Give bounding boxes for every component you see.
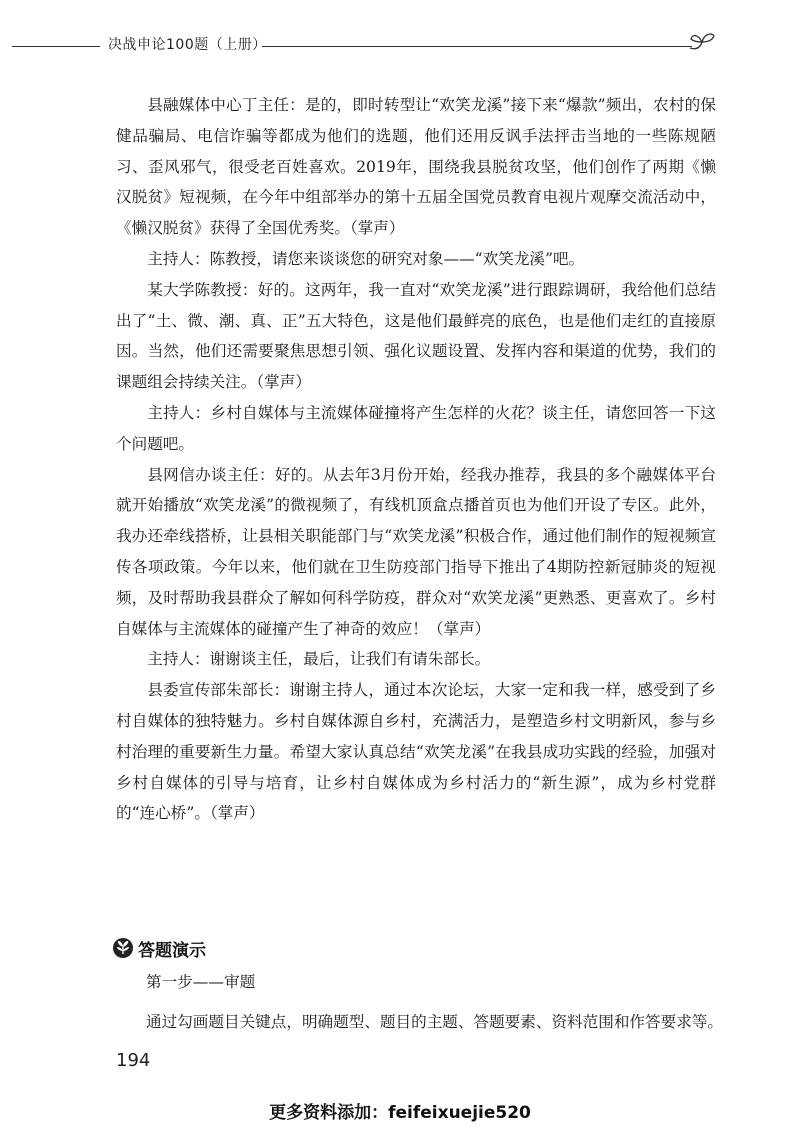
book-title: 决战申论100题（上册） (108, 37, 267, 53)
paragraph: 主持人：谢谢谈主任，最后，让我们有请朱部长。 (147, 650, 491, 669)
paragraph: 县融媒体中心丁主任：是的，即时转型让“欢笑龙溪”接下来“爆款”频出，农村的保健品骗局、电信诈骗等都成为他们的选题，他们还用反讽手法抨击当地的一些陈规陋习、歪风邪气，很受老百姓喜欢。2019年，围绕我县脱贫攻坚，他们创作了两期《懒汉脱贫》短视频，在今年中组部举办的第十五届全国党员教育电视片观摩交流活动中，《懒汉脱贫》获得了全国优秀奖。（掌声） (116, 96, 716, 238)
step-description: 通过勾画题目关键点，明确题型、题目的主题、答题要素、资料范围和作答要求等。 (146, 1013, 723, 1031)
page-number: 194 (116, 1050, 151, 1071)
section-title: 答题演示 (138, 940, 206, 961)
paragraph: 主持人：乡村自媒体与主流媒体碰撞将产生怎样的火花？谈主任，请您回答一下这个问题吧。 (116, 403, 716, 453)
paragraph: 某大学陈教授：好的。这两年，我一直对“欢笑龙溪”进行跟踪调研，我给他们总结出了“土、微、潮、真、正”五大特色，这是他们最鲜亮的底色，也是他们走红的直接原因。当然，他们还需要聚焦思想引领、强化议题设置、发挥内容和渠道的优势，我们的课题组会持续关注。（掌声） (116, 280, 716, 392)
paragraph: 县网信办谈主任：好的。从去年3月份开始，经我办推荐，我县的多个融媒体平台就开始播放“欢笑龙溪”的微视频了，有线机顶盒点播首页也为他们开设了专区。此外，我办还牵线搭桥，让县相关职能部门与“欢笑龙溪”积极合作，通过他们制作的短视频宣传各项政策。今年以来，他们就在卫生防疫部门指导下推出了4期防控新冠肺炎的短视频，及时帮助我县群众了解如何科学防疫，群众对“欢笑龙溪”更熟悉、更喜欢了。乡村自媒体与主流媒体的碰撞产生了神奇的效应！（掌声） (116, 465, 716, 638)
body-text (116, 90, 716, 829)
leaf-badge-icon (112, 937, 134, 959)
step-title: 第一步——审题 (146, 973, 256, 991)
sprout-icon (686, 30, 718, 58)
footer-note: 更多资料添加：feifeixuejie520 (269, 1103, 531, 1123)
header-rule-right (262, 46, 692, 47)
section-heading (112, 934, 206, 962)
header-rule-left (12, 46, 100, 47)
paragraph: 主持人：陈教授，请您来谈谈您的研究对象——“欢笑龙溪”吧。 (147, 249, 585, 268)
paragraph: 县委宣传部朱部长：谢谢主持人，通过本次论坛，大家一定和我一样，感受到了乡村自媒体的独特魅力。乡村自媒体源自乡村，充满活力，是塑造乡村文明新风，参与乡村治理的重要新生力量。希望大家认真总结“欢笑龙溪”在我县成功实践的经验，加强对乡村自媒体的引导与培育，让乡村自媒体成为乡村活力的“新生源”，成为乡村党群的“连心桥”。（掌声） (116, 681, 716, 823)
page-header (0, 30, 800, 60)
